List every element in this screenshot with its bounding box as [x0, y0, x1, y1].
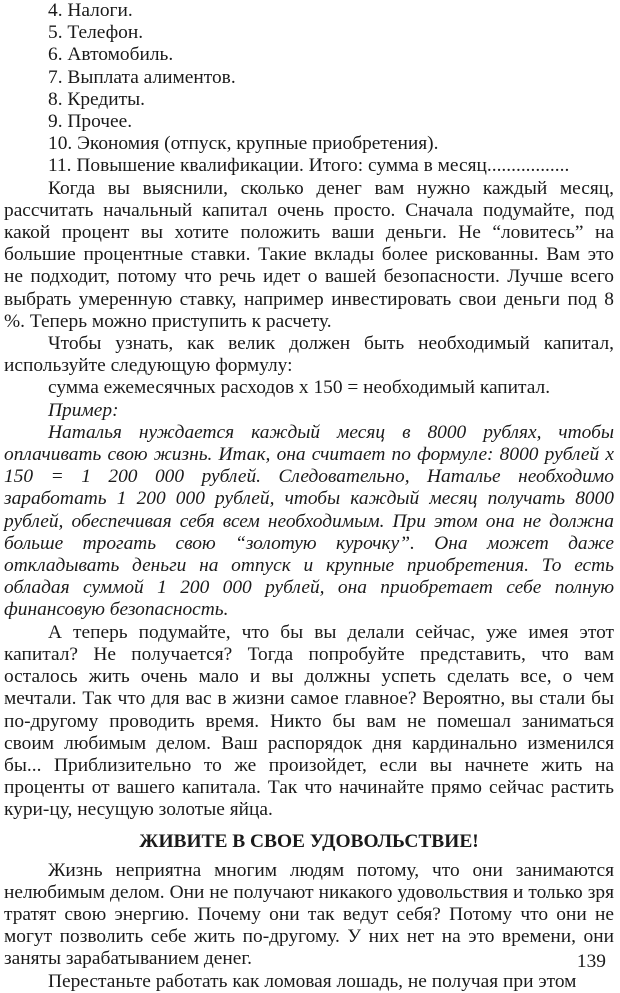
example-label: Пример: [48, 399, 119, 421]
list-item: 8. Кредиты. [48, 88, 145, 110]
section-heading: ЖИВИТЕ В СВОЕ УДОВОЛЬСТВИЕ! [139, 830, 479, 852]
paragraph-capital: Когда вы выяснили, сколько денег вам нужно каждый месяц, рассчитать начальный капитал очень просто. Сначала подумайте, под какой процент вы хотите положить ваши деньги. Не “ловитесь” на большие процентные ставки. Такие вклады более рискованны. Вам это не подходит, потому что речь идет о вашей безопасности. Лучше всего выбрать умеренную ставку, например инвестировать свои деньги под 8 %. Теперь можно приступить к расчету. [4, 177, 614, 332]
list-item: 7. Выплата алиментов. [48, 66, 236, 88]
list-item: 6. Автомобиль. [48, 44, 174, 66]
list-item: 4. Налоги. [48, 0, 133, 21]
paragraph-formula-intro: Чтобы узнать, как велик должен быть необходимый капитал, используйте следующую формулу: [4, 333, 614, 377]
list-item: 10. Экономия (отпуск, крупные приобретения). [48, 133, 439, 155]
example-text: Наталья нуждается каждый месяц в 8000 рублях, чтобы оплачивать свою жизнь. Итак, она считает по формуле: 8000 рублей х 150 = 1 200 000 рублей. Следовательно, Наталье необходимо заработать 1 200 000 рублей, чтобы каждый месяц получать 8000 рублей, обеспечивая себя всем необходимым. При этом она не должна больше трогать свою “золотую курочку”. Она может даже откладывать деньги на отпуск и крупные приобретения. То есть обладая суммой 1 200 000 рублей, она приобретает себе полную финансовую безопасность. [4, 421, 614, 621]
paragraph-imagine: А теперь подумайте, что бы вы делали сейчас, уже имея этот капитал? Не получается? Тогда попробуйте представить, что вам осталось жить очень мало и вы должны успеть сделать все, о чем мечтали. Так что для вас в жизни самое главное? Вероятно, вы стали бы по-другому проводить время. Никто бы вам не помешал заниматься своим любимым делом. Ваш распорядок дня кардинально изменился бы... Приблизительно то же произойдет, если вы начнете жить на проценты от вашего капитала. Так что начинайте прямо сейчас растить кури-цу, несущую золотые яйца. [4, 621, 614, 821]
paragraph-last: Перестаньте работать как ломовая лошадь, не получая при этом [48, 970, 577, 992]
page-number: 139 [576, 951, 606, 972]
list-item: 9. Прочее. [48, 111, 133, 133]
paragraph-life: Жизнь неприятна многим людям потому, что они занимаются нелюбимым делом. Они не получают никакого удовольствия и только зря тратят свою энергию. Почему они так ведут себя? Потому что они не могут позволить себе жить по-другому. У них нет на это времени, они заняты зарабатыванием денег. [4, 859, 614, 970]
list-item: 11. Повышение квалификации. Итого: сумма в месяц................. [48, 155, 570, 177]
list-item: 5. Телефон. [48, 22, 144, 44]
formula: сумма ежемесячных расходов х 150 = необходимый капитал. [48, 377, 551, 399]
page-text [4, 0, 614, 993]
